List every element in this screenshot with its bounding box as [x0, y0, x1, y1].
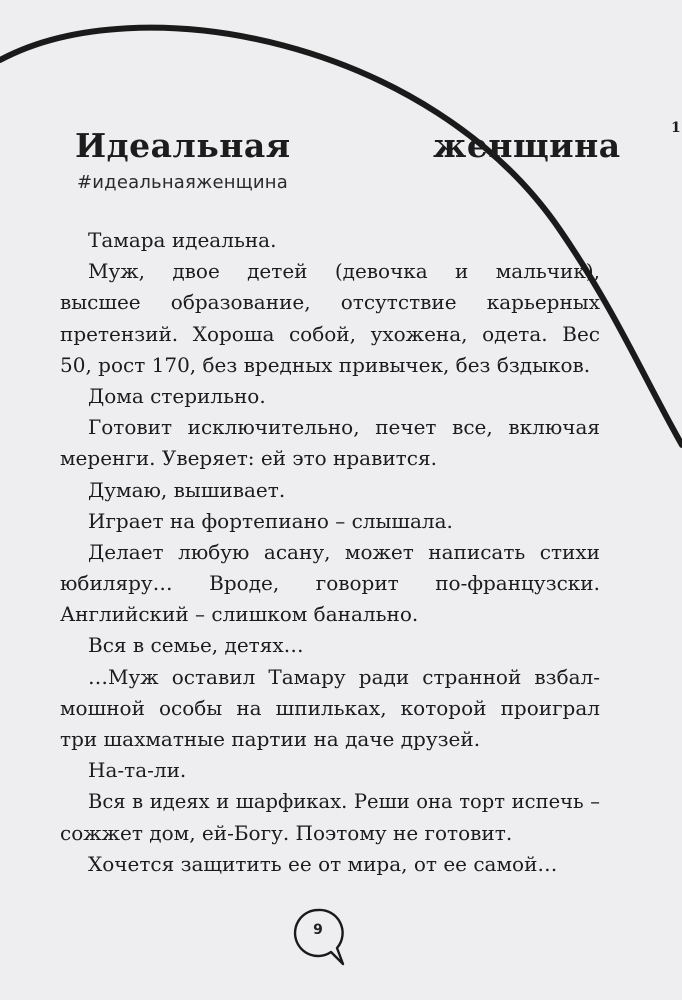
text-line: высшее образование, отсутствие карьерных — [60, 290, 600, 315]
chapter-title — [75, 120, 681, 176]
text-line: 50, рост 170, без вредных привычек, без бздыков. — [60, 352, 591, 377]
body-text — [60, 225, 600, 880]
text-line: меренги. Уверяет: ей это нравится. — [60, 446, 437, 471]
text-line: …Муж оставил Тамару ради странной взбал- — [88, 664, 600, 689]
page-number-badge — [291, 906, 351, 970]
text-line: Муж, двое детей (девочка и мальчик), — [88, 259, 600, 284]
text-line: сожжет дом, ей-Богу. Поэтому не готовит. — [60, 820, 513, 845]
title-word-1: Идеальная — [75, 126, 291, 165]
text-line: Вся в семье, детях… — [88, 633, 304, 658]
text-line: мошной особы на шпильках, которой проиграл — [60, 695, 600, 720]
page-number: 9 — [313, 922, 323, 938]
text-line: юбиляру… Вроде, говорит по-французски. — [60, 571, 600, 596]
title-word-2: женщина — [433, 126, 621, 165]
text-line: Делает любую асану, может написать стихи — [88, 539, 600, 564]
text-line: Вся в идеях и шарфиках. Реши она торт испечь – — [88, 790, 600, 814]
text-line: Играет на фортепиано – слышала. — [88, 508, 453, 533]
text-line: Тамара идеальна. — [88, 228, 277, 252]
text-line: Думаю, вышивает. — [88, 477, 286, 502]
footnote-marker[interactable]: 1 — [671, 120, 681, 136]
text-line: Английский – слишком банально. — [60, 602, 419, 627]
text-line: Дома стерильно. — [88, 383, 266, 408]
text-line: Хочется защитить ее от мира, от ее самой… — [88, 851, 558, 876]
text-line: Готовит исключительно, печет все, включая — [88, 415, 600, 440]
text-line: На-та-ли. — [88, 758, 187, 783]
hashtag: #идеальнаяженщина — [77, 172, 288, 193]
text-line: три шахматные партии на даче друзей. — [60, 727, 481, 751]
text-line: претензий. Хороша собой, ухожена, одета. Вес — [60, 321, 600, 346]
speech-bubble-icon — [291, 906, 351, 970]
